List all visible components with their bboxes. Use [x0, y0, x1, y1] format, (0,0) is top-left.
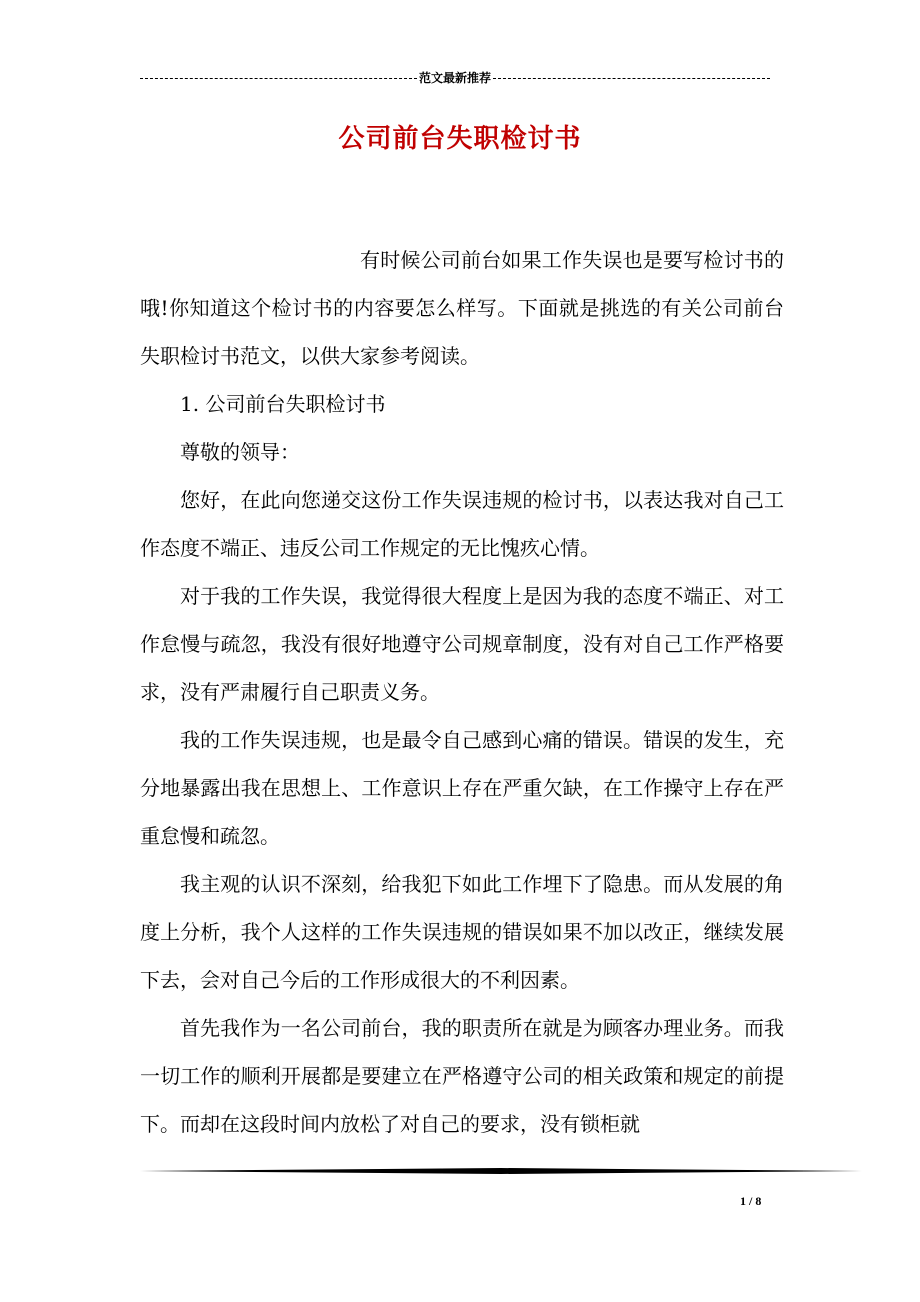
body-paragraph: 我主观的认识不深刻，给我犯下如此工作埋下了隐患。而从发展的角度上分析，我个人这样的工作失误违规的错误如果不加以改正，继续发展下去，会对自己今后的工作形成很大的不利因素。: [140, 872, 784, 992]
page-number: 1 / 8: [740, 1194, 762, 1208]
document-title: 公司前台失职检讨书: [338, 124, 582, 154]
body-paragraph: 对于我的工作失误，我觉得很大程度上是因为我的态度不端正、对工作怠慢与疏忽，我没有很好地遵守公司规章制度，没有对自己工作严格要求，没有严肃履行自己职责义务。: [140, 584, 784, 704]
body-paragraph: 我的工作失误违规，也是最令自己感到心痛的错误。错误的发生，充分地暴露出我在思想上、工作意识上存在严重欠缺，在工作操守上存在严重怠慢和疏忽。: [140, 728, 784, 848]
header-label: 范文最新推荐: [419, 70, 492, 85]
salutation: 尊敬的领导：: [180, 440, 300, 464]
page-header: [140, 68, 770, 86]
document-body: [140, 236, 784, 1148]
header-dash-left: [140, 78, 417, 79]
footer-rule: [140, 1168, 862, 1174]
header-dash-right: [493, 78, 770, 79]
body-paragraph: 首先我作为一名公司前台，我的职责所在就是为顾客办理业务。而我一切工作的顺利开展都是要建立在严格遵守公司的相关政策和规定的前提下。而却在这段时间内放松了对自己的要求，没有锁柜就: [140, 1016, 784, 1136]
body-paragraph: 您好，在此向您递交这份工作失误违规的检讨书，以表达我对自己工作态度不端正、违反公司工作规定的无比愧疚心情。: [140, 488, 784, 560]
section-heading: 1. 公司前台失职检讨书: [180, 392, 386, 416]
intro-paragraph: 有时候公司前台如果工作失误也是要写检讨书的哦!你知道这个检讨书的内容要怎么样写。下面就是挑选的有关公司前台失职检讨书范文，以供大家参考阅读。: [140, 248, 784, 368]
